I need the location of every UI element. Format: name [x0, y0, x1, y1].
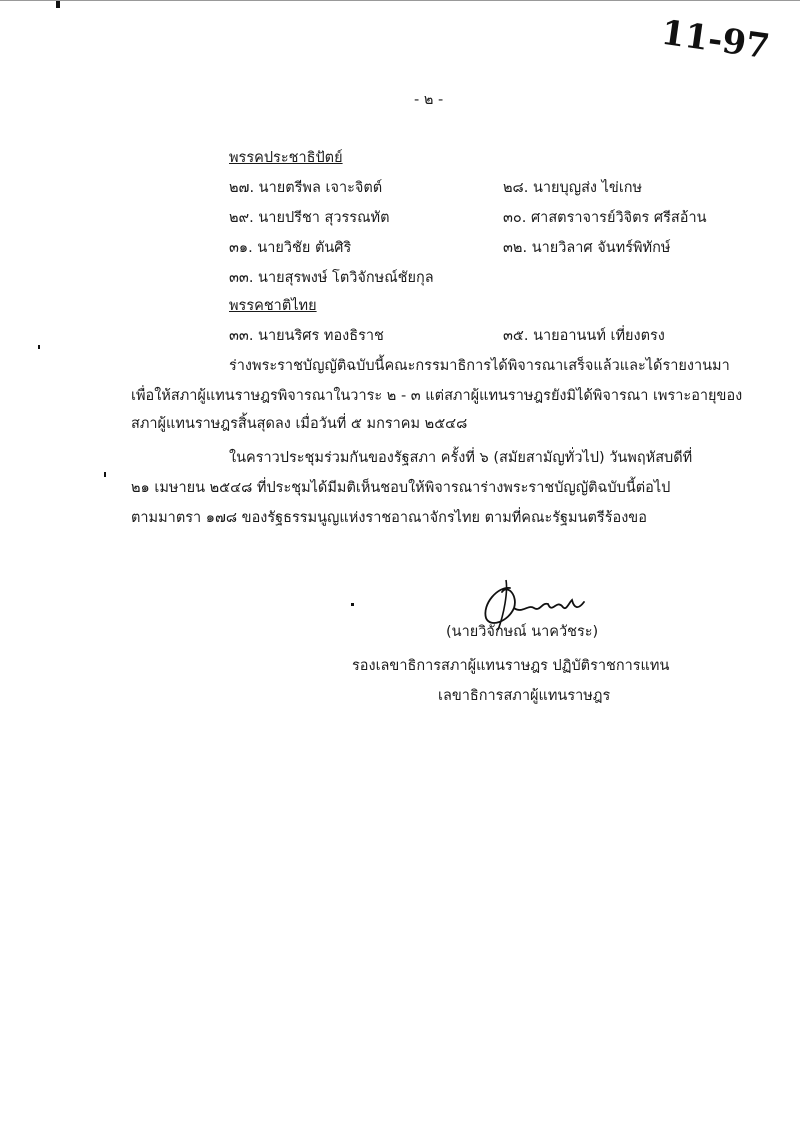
signatory-title: เลขาธิการสภาผู้แทนราษฎร	[438, 688, 611, 704]
paragraph-line: ๒๑ เมษายน ๒๕๔๘ ที่ประชุมได้มีมติเห็นชอบให้พิจารณาร่างพระราชบัญญัติฉบับนี้ต่อไป	[131, 480, 671, 496]
signatory-name: (นายวิจักษณ์ นาควัชระ)	[446, 624, 599, 640]
party-heading: พรรคประชาธิปัตย์	[229, 150, 343, 166]
scan-dot	[351, 603, 354, 606]
scan-dot	[104, 472, 106, 477]
page-number: - ๒ -	[414, 92, 444, 108]
scan-edge-mark	[56, 0, 60, 8]
member-line: ๓๓. นายนริศร ทองธิราช	[229, 328, 384, 344]
paragraph-line: ร่างพระราชบัญญัติฉบับนี้คณะกรรมาธิการได้พิจารณาเสร็จแล้วและได้รายงานมา	[229, 358, 730, 374]
paragraph-line: ตามมาตรา ๑๗๘ ของรัฐธรรมนูญแห่งราชอาณาจักรไทย ตามที่คณะรัฐมนตรีร้องขอ	[131, 510, 647, 526]
member-line: ๓๓. นายสุรพงษ์ โตวิจักษณ์ชัยกุล	[229, 270, 434, 286]
scan-dot	[38, 345, 40, 349]
paragraph-line: สภาผู้แทนราษฎรสิ้นสุดลง เมื่อวันที่ ๕ มกราคม ๒๕๔๘	[131, 416, 468, 432]
member-line: ๓๑. นายวิชัย ตันศิริ	[229, 240, 352, 256]
member-line: ๓๐. ศาสตราจารย์วิจิตร ศรีสอ้าน	[503, 210, 707, 226]
member-line: ๒๗. นายตรีพล เจาะจิตต์	[229, 180, 383, 196]
member-line: ๒๙. นายปรีชา สุวรรณทัต	[229, 210, 390, 226]
scan-edge-mark	[0, 0, 800, 1]
member-line: ๓๕. นายอานนท์ เที่ยงตรง	[503, 328, 665, 344]
paragraph-line: เพื่อให้สภาผู้แทนราษฎรพิจารณาในวาระ ๒ - ๓ แต่สภาผู้แทนราษฎรยังมิได้พิจารณา เพราะอายุของ	[131, 388, 743, 404]
handwritten-corner-note: 11-97	[658, 12, 773, 68]
member-line: ๓๒. นายวิลาศ จันทร์พิทักษ์	[503, 240, 671, 256]
party-heading: พรรคชาติไทย	[229, 298, 317, 314]
paragraph-line: ในคราวประชุมร่วมกันของรัฐสภา ครั้งที่ ๖ (สมัยสามัญทั่วไป) วันพฤหัสบดีที่	[229, 450, 693, 466]
member-line: ๒๘. นายบุญส่ง ไข่เกษ	[503, 180, 643, 196]
signatory-title: รองเลขาธิการสภาผู้แทนราษฎร ปฏิบัติราชการแทน	[352, 658, 670, 674]
